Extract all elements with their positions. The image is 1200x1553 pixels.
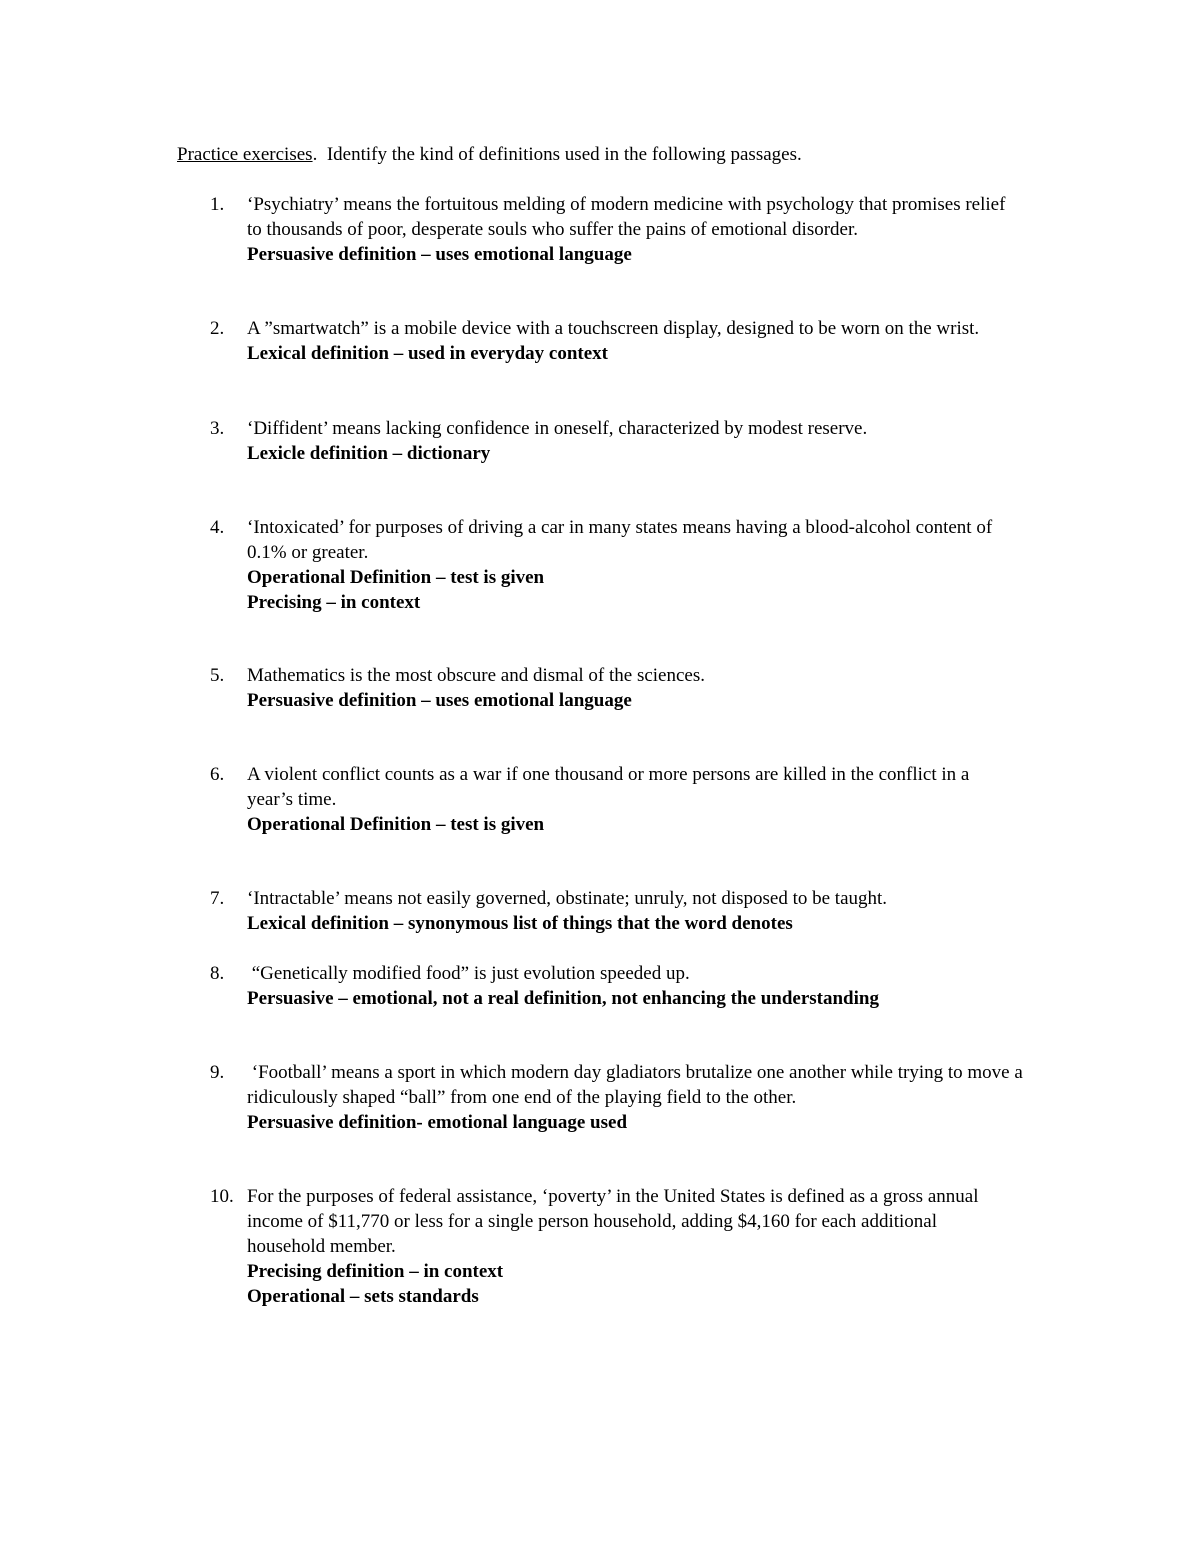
item-number: 4.	[210, 517, 225, 538]
item-answer: Lexical definition – used in everyday context	[247, 343, 608, 364]
item-passage: A ”smartwatch” is a mobile device with a touchscreen display, designed to be worn on the wrist.	[247, 318, 980, 339]
item-answer: Operational – sets standards	[247, 1286, 479, 1307]
item-number: 6.	[210, 764, 225, 785]
item-answer: Operational Definition – test is given	[247, 567, 545, 588]
item-number: 10.	[210, 1186, 234, 1207]
item-passage: For the purposes of federal assistance, ‘poverty’ in the United States is defined as a gross annual income of $11,770 or less for a single person household, adding $4,160 for each additional household member.	[247, 1186, 979, 1257]
exercise-item-6	[210, 762, 1030, 837]
item-answer: Persuasive definition – uses emotional language	[247, 690, 632, 711]
item-number: 7.	[210, 888, 225, 909]
item-passage: ‘Football’ means a sport in which modern day gladiators brutalize one another while trying to move a ridiculously shaped “ball” from one end of the playing field to the other.	[247, 1062, 1028, 1108]
exercise-item-4	[210, 515, 1030, 615]
item-passage: ‘Intoxicated’ for purposes of driving a car in many states means having a blood-alcohol content of 0.1% or greater.	[247, 517, 993, 563]
section-heading: Practice exercises	[177, 144, 313, 165]
item-answer: Persuasive definition – uses emotional language	[247, 244, 632, 265]
exercise-item-1	[210, 192, 1030, 267]
exercise-item-7	[210, 886, 1030, 936]
item-passage: A violent conflict counts as a war if one thousand or more persons are killed in the conflict in a year’s time.	[247, 764, 970, 810]
item-passage: ‘Psychiatry’ means the fortuitous melding of modern medicine with psychology that promises relief to thousands of poor, desperate souls who suffer the pains of emotional disorder.	[247, 194, 1006, 240]
item-number: 5.	[210, 665, 225, 686]
item-answer: Persuasive definition- emotional language used	[247, 1112, 628, 1133]
item-passage: Mathematics is the most obscure and dismal of the sciences.	[247, 665, 705, 686]
exercise-item-3	[210, 416, 1030, 466]
item-passage: “Genetically modified food” is just evolution speeded up.	[247, 963, 690, 984]
item-passage: ‘Intractable’ means not easily governed, obstinate; unruly, not disposed to be taught.	[247, 888, 888, 909]
item-number: 8.	[210, 963, 225, 984]
heading-period: .	[312, 144, 318, 165]
exercise-item-2	[210, 316, 1030, 366]
item-answer: Lexicle definition – dictionary	[247, 443, 491, 464]
instruction-text: Identify the kind of definitions used in the following passages.	[317, 144, 802, 165]
exercise-item-5	[210, 663, 1030, 713]
item-number: 2.	[210, 318, 225, 339]
exercise-item-8	[210, 961, 1030, 1011]
item-number: 9.	[210, 1062, 225, 1083]
item-passage: ‘Diffident’ means lacking confidence in oneself, characterized by modest reserve.	[247, 418, 868, 439]
item-answer: Precising definition – in context	[247, 1261, 504, 1282]
item-number: 1.	[210, 194, 225, 215]
intro-line	[177, 142, 802, 167]
exercise-item-10	[210, 1184, 1030, 1309]
item-answer: Precising – in context	[247, 592, 421, 613]
item-answer: Persuasive – emotional, not a real definition, not enhancing the understanding	[247, 988, 879, 1009]
item-answer: Lexical definition – synonymous list of things that the word denotes	[247, 913, 793, 934]
item-number: 3.	[210, 418, 225, 439]
item-answer: Operational Definition – test is given	[247, 814, 545, 835]
exercise-item-9	[210, 1060, 1030, 1135]
